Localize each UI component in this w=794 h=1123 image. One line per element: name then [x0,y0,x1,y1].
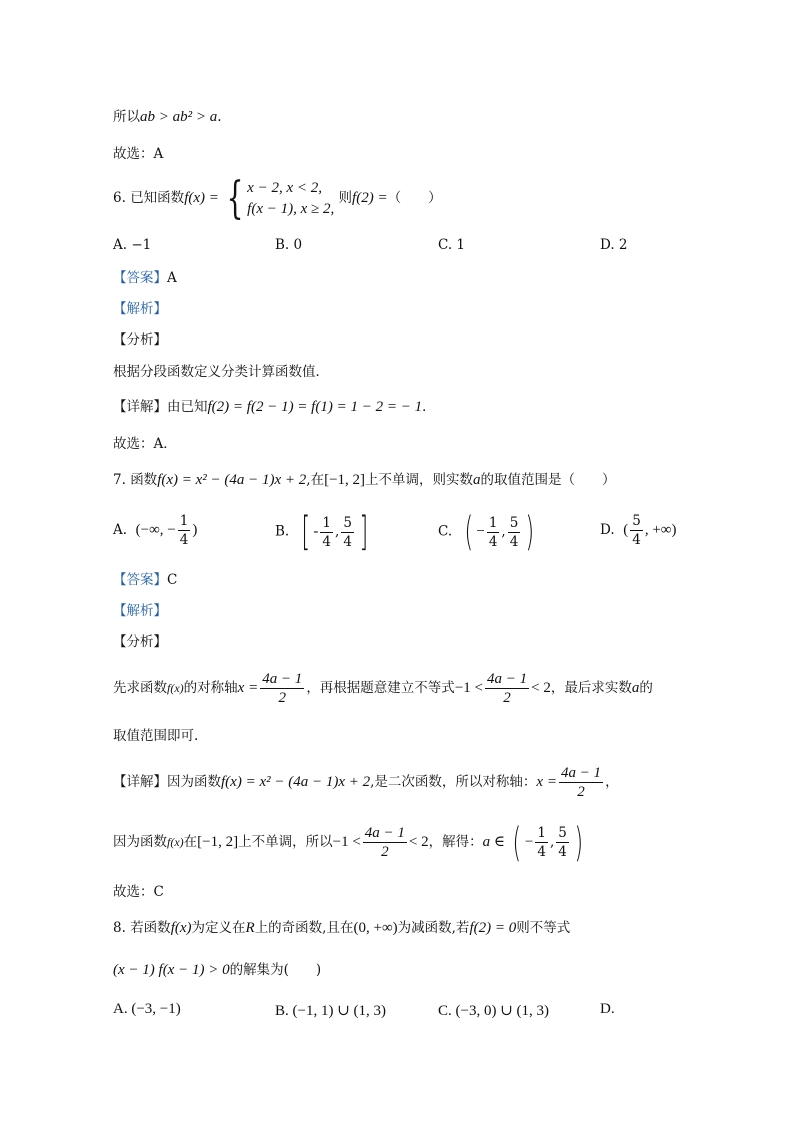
analysis-7-heading: 【解析】 [113,603,167,619]
question-7: 7. 函数f(x) = x² − (4a − 1)x + 2,在[−1, 2]上不单调，则实数a的取值范围是（ ） [113,472,616,488]
choose-7: 故选：C [113,884,164,900]
detail-7: 【详解】因为函数f(x) = x² − (4a − 1)x + 2,是二次函数，所以对称轴：x = $\frac{4a - 1}{2}$ ， [113,765,619,800]
text-line-ab: 所以ab > ab² > a. [113,109,222,125]
answer-7: 【答案】C [113,572,178,588]
detail-6: 【详解】由已知f(2) = f(2 − 1) = f(1) = 1 − 2 = − 1． [113,399,436,415]
q7-option-d: D. ( $\frac{5}{4}$ , +∞) [600,513,677,548]
q8-option-a: A. (−3, −1) [113,1001,181,1017]
fenxi-7-text-2: 取值范围即可. [113,728,199,744]
fenxi-6-heading: 【分析】 [113,332,167,348]
choose-line-1: 故选：A [113,146,164,162]
analysis-6-heading: 【解析】 [113,301,167,317]
q6-option-d: D. 2 [600,237,628,253]
q7-option-c: C. ( − $\frac{1}{4}$ , $\frac{5}{4}$ ) [438,509,535,555]
question-8: 8. 若函数f(x)为定义在R上的奇函数,且在(0, +∞)为减函数,若f(2) = 0则不等式 [113,920,571,936]
q6-option-b: B. 0 [275,237,303,253]
detail-7-line-2: 因为函数f(x)在[−1, 2]上不单调，所以−1 < $\frac{4a - 1}{2}$ < 2，解得：a ∈ ( − $\frac{1}{4}$ , $\frac{5}{4}$ ) [113,819,583,866]
piecewise-brace: { [226,172,244,224]
question-8-line-2: (x − 1) f(x − 1) > 0的解集为( ) [113,962,322,978]
piecewise-cases: x − 2, x < 2, f(x − 1), x ≥ 2, [247,179,335,217]
q6-option-c: C. 1 [438,237,466,253]
fenxi-7-text: 先求函数f(x)的对称轴x = $\frac{4a - 1}{2}$ ，再根据题意建立不等式−1 < $\frac{4a - 1}{2}$ < 2，最后求实数a的 [113,671,653,706]
q8-option-d: D. [600,1001,615,1017]
answer-6: 【答案】A [113,270,177,286]
q8-option-c: C. (−3, 0) ∪ (1, 3) [438,1003,550,1019]
q8-option-b: B. (−1, 1) ∪ (1, 3) [275,1003,387,1019]
q6-option-a: A. −1 [113,237,152,253]
fenxi-7-heading: 【分析】 [113,634,167,650]
q7-option-b: B. [ - $\frac{1}{4}$ , $\frac{5}{4}$ ] [275,509,369,555]
formula-ab: ab > ab² > a [140,109,218,125]
fenxi-6-text: 根据分段函数定义分类计算函数值． [113,364,329,380]
question-6: 6. 已知函数f(x) = { x − 2, x < 2, f(x − 1), x ≥ 2, 则f(2) =（ ） [113,172,442,224]
choose-6: 故选：A． [113,436,177,452]
q7-option-a: A. (−∞, − $\frac{1}{4}$ ) [113,513,198,548]
